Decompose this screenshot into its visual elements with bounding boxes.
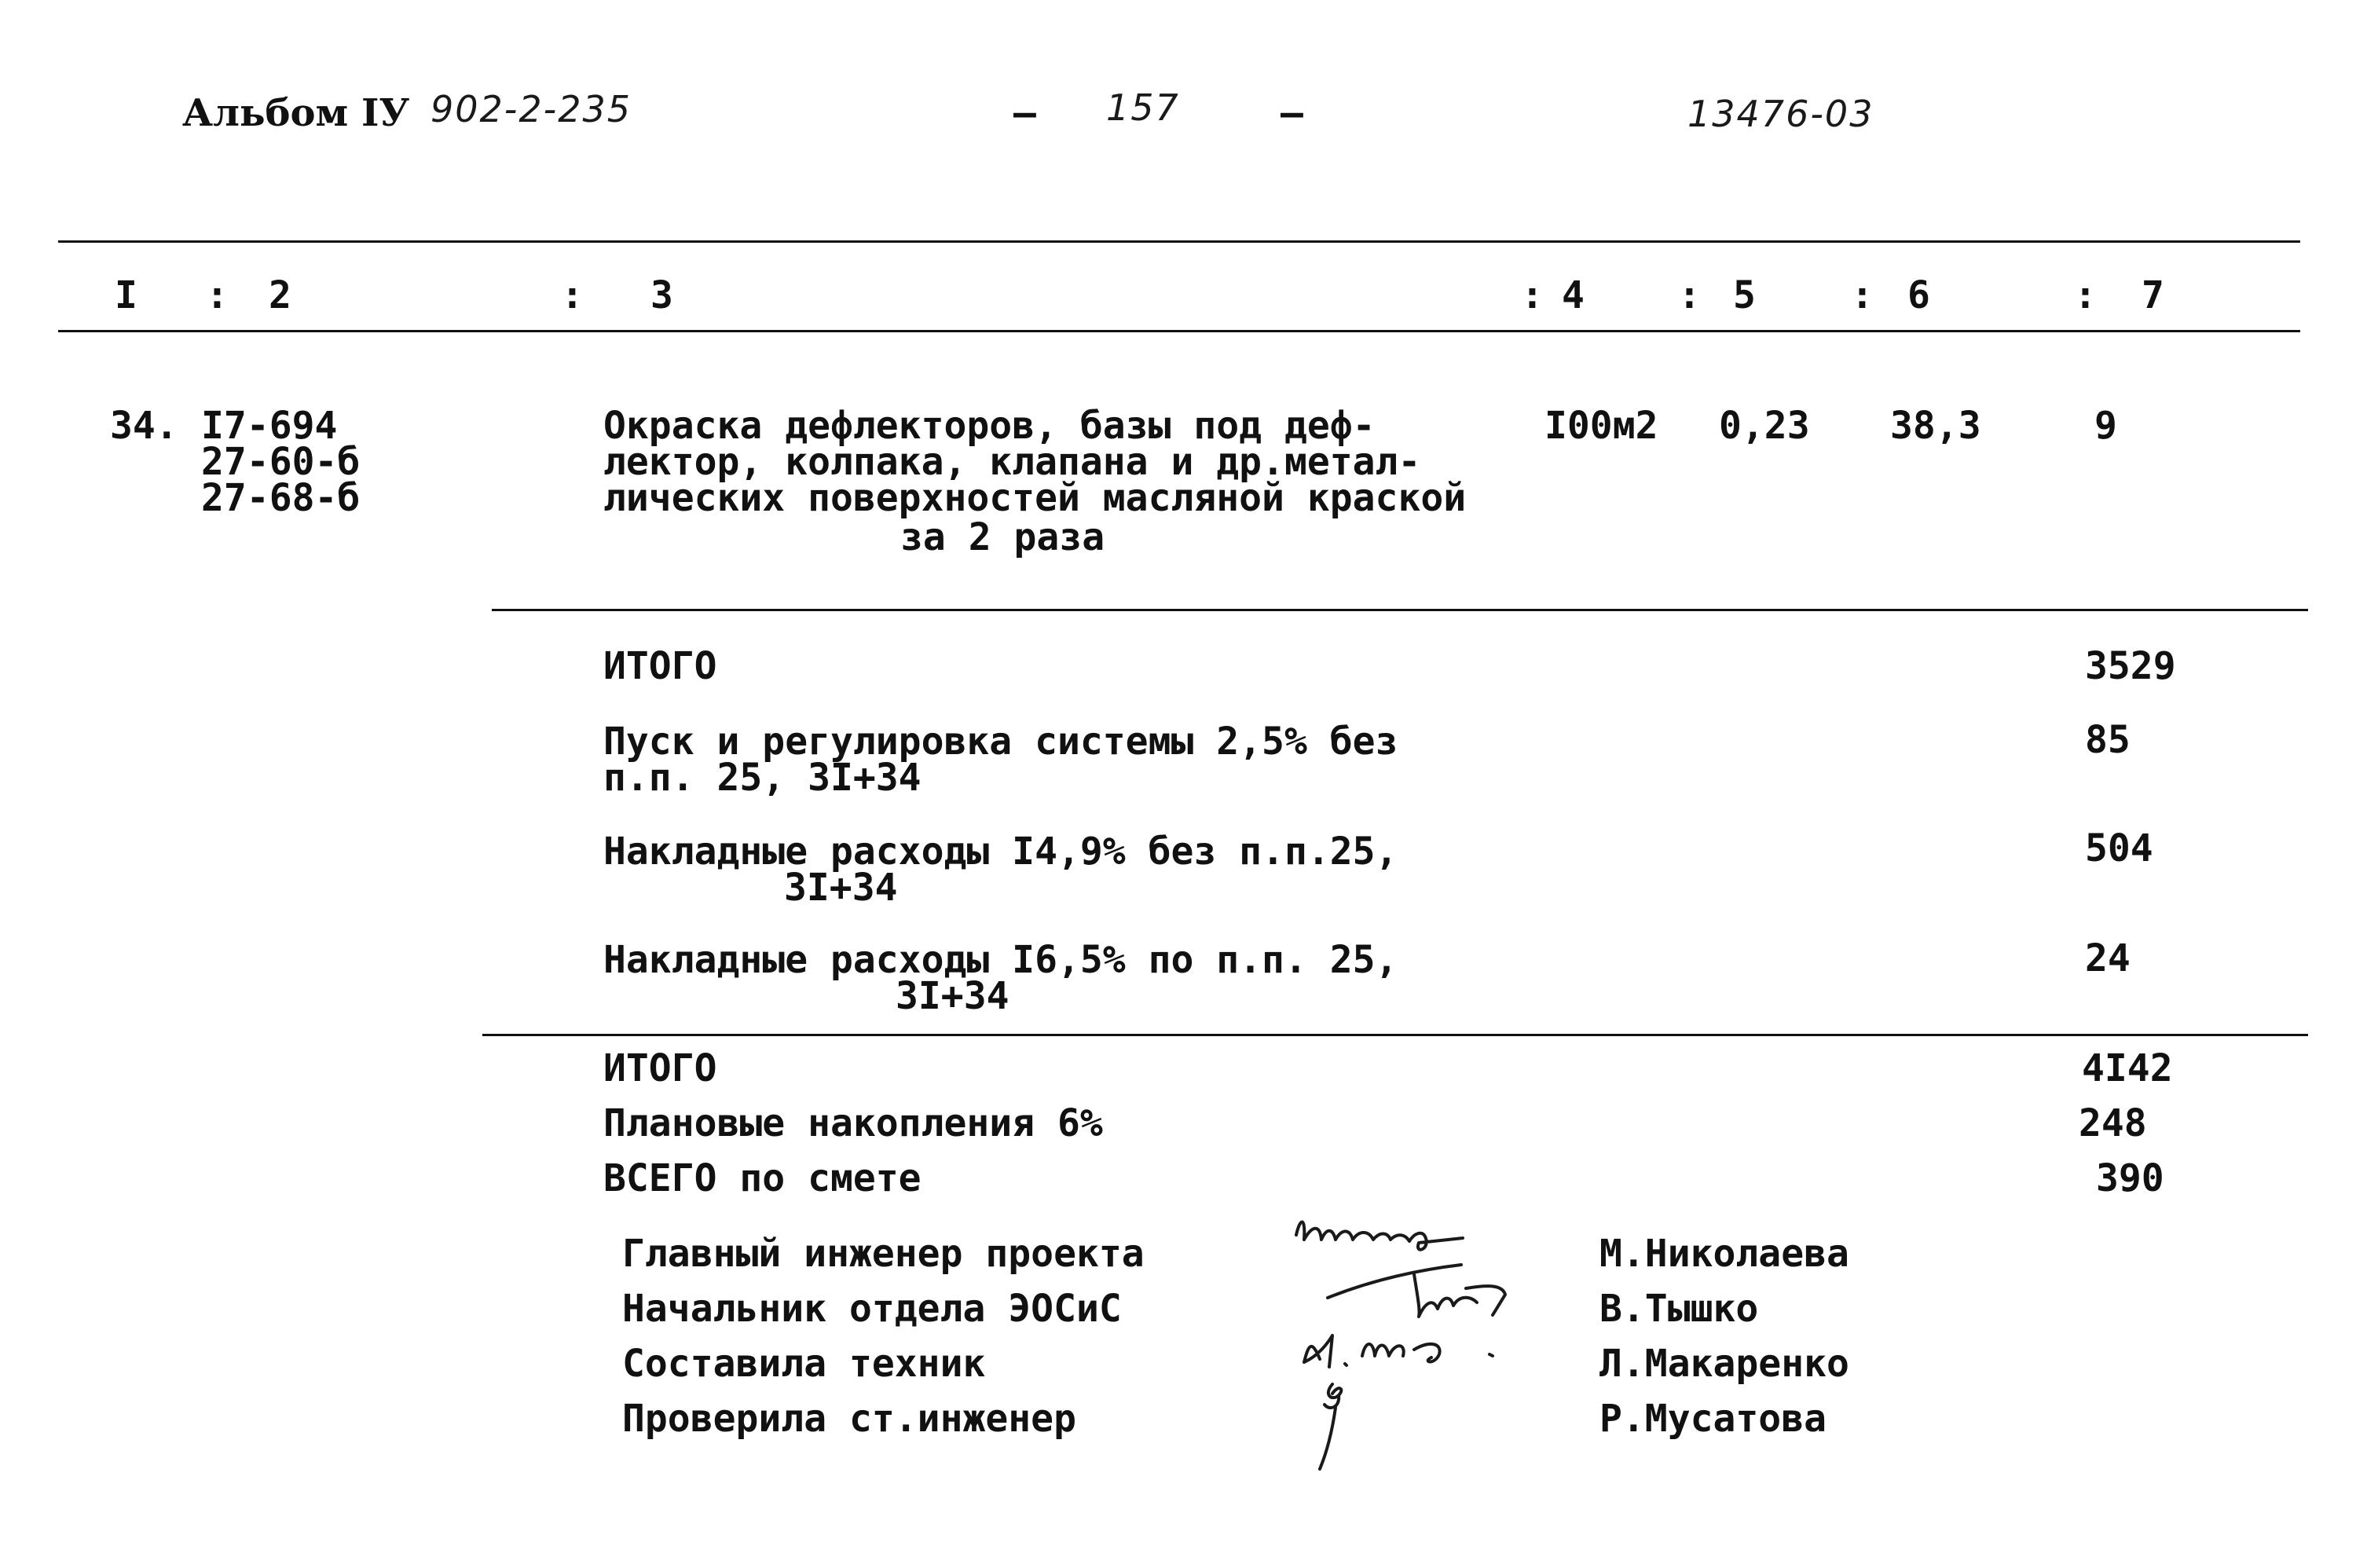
overhead-label: 3I+34	[784, 866, 898, 910]
pusk-label: Пуск и регулировка системы 2,5% без	[603, 720, 1398, 764]
overhead-2-label: 3I+34	[896, 974, 1009, 1018]
col-3: 3	[650, 273, 673, 317]
col-sep-4: :	[1678, 273, 1701, 317]
handwritten-signatures	[1257, 1202, 1587, 1500]
col-2: 2	[269, 273, 291, 317]
row-description: лектор, колпака, клапана и др.метал-	[603, 440, 1421, 484]
overhead-2-label: Накладные расходы I6,5% по п.п. 25,	[603, 938, 1398, 982]
project-code: 902-2-235	[431, 88, 632, 130]
header-bottom-rule	[58, 330, 2300, 332]
doc-number: 13476-03	[1687, 93, 1874, 135]
row-price: 38,3	[1890, 404, 1981, 448]
header-top-rule	[58, 240, 2300, 243]
pusk-value: 85	[2085, 718, 2131, 762]
header-dash-left: –	[1013, 91, 1036, 135]
col-sep-5: :	[1851, 273, 1874, 317]
plan-label: Плановые накопления 6%	[603, 1101, 1103, 1145]
signature-role: Начальник отдела ЭОСиС	[622, 1287, 1122, 1331]
vsego-label: ВСЕГО по смете	[603, 1156, 922, 1200]
pusk-label: п.п. 25, 3I+34	[603, 756, 922, 800]
itogo-label: ИТОГО	[603, 644, 717, 688]
itogo-2-label: ИТОГО	[603, 1046, 717, 1090]
col-4: 4	[1562, 273, 1585, 317]
row-qty: 0,23	[1719, 404, 1810, 448]
signature-name: В.Тышко	[1599, 1287, 1759, 1331]
itogo-2-value: 4I42	[2082, 1046, 2173, 1090]
overhead-label: Накладные расходы I4,9% без п.п.25,	[603, 830, 1398, 874]
signature-name: М.Николаева	[1599, 1232, 1849, 1276]
header-dash-right: –	[1281, 91, 1303, 135]
col-sep-2: :	[561, 273, 584, 317]
row-description: лических поверхностей масляной краской	[603, 476, 1467, 520]
signature-role: Главный инженер проекта	[622, 1232, 1145, 1276]
total-rule	[482, 1034, 2308, 1036]
row-total: 9	[2094, 404, 2117, 448]
vsego-value: 390	[2096, 1156, 2164, 1200]
row-description: за 2 раза	[900, 515, 1105, 559]
row-description: Окраска дефлекторов, базы под деф-	[603, 404, 1376, 448]
col-sep-1: :	[206, 273, 229, 317]
signature-name: Л.Макаренко	[1599, 1342, 1849, 1386]
signature-role: Проверила ст.инженер	[622, 1397, 1076, 1441]
col-7: 7	[2142, 273, 2164, 317]
col-6: 6	[1907, 273, 1930, 317]
row-code: 27-60-б	[201, 440, 361, 484]
overhead-value: 504	[2085, 826, 2153, 870]
signature-role: Составила техник	[622, 1342, 986, 1386]
subtotal-rule	[492, 609, 2308, 611]
page-number: 157	[1106, 86, 1180, 129]
row-unit: I00м2	[1544, 404, 1658, 448]
row-number: 34.	[110, 404, 178, 448]
itogo-value: 3529	[2085, 644, 2176, 688]
row-code: I7-694	[201, 404, 338, 448]
signature-name: Р.Мусатова	[1599, 1397, 1827, 1441]
col-1: I	[115, 273, 137, 317]
col-5: 5	[1733, 273, 1756, 317]
col-sep-3: :	[1521, 273, 1544, 317]
overhead-2-value: 24	[2085, 936, 2131, 980]
plan-value: 248	[2079, 1101, 2147, 1145]
col-sep-6: :	[2074, 273, 2097, 317]
album-label: Альбом IУ	[182, 91, 410, 135]
row-code: 27-68-б	[201, 476, 361, 520]
